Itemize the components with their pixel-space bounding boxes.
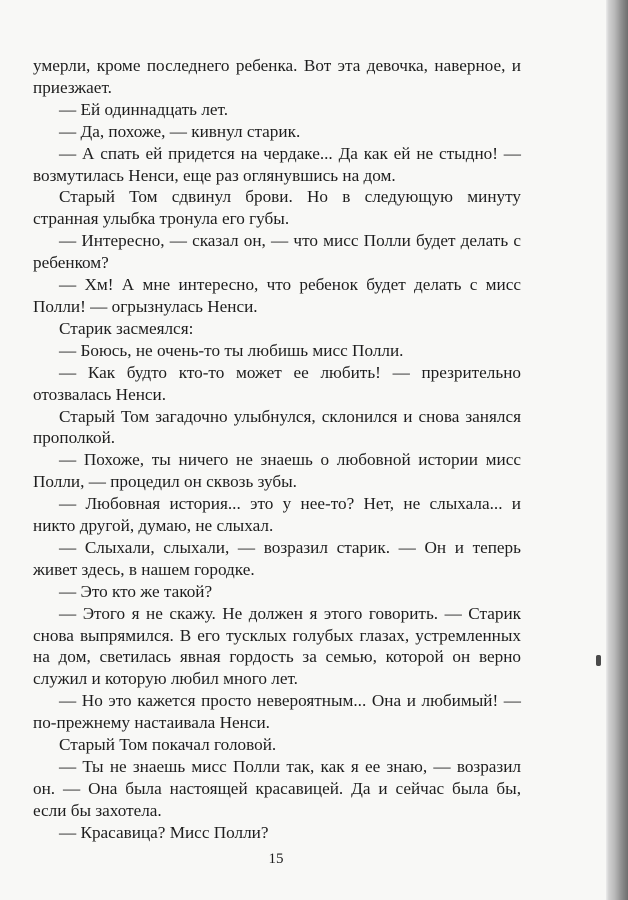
paragraph: — Как будто кто-то может ее любить! — презрительно отозвалась Ненси. <box>33 362 521 404</box>
paragraph: — Ей одиннадцать лет. <box>59 99 229 119</box>
scan-speck <box>596 655 601 666</box>
paragraph: Старый Том сдвинул брови. Но в следующую минуту странная улыбка тронула его губы. <box>33 187 521 229</box>
paragraph: — Любовная история... это у нее-то? Нет, не слыхала... и никто другой, думаю, не слыхал. <box>33 494 521 536</box>
body-text <box>33 55 521 844</box>
paragraph: — А спать ей придется на чердаке... Да как ей не стыдно! — возмутилась Ненси, еще раз оглянувшись на дом. <box>33 143 521 185</box>
paragraph: — Да, похоже, — кивнул старик. <box>59 121 301 141</box>
paragraph: — Боюсь, не очень-то ты любишь мисс Полли. <box>59 340 404 360</box>
paragraph: — Хм! А мне интересно, что ребенок будет делать с мисс Полли! — огрызнулась Ненси. <box>33 275 521 316</box>
paragraph: — Этого я не скажу. Не должен я этого говорить. — Старик снова выпрямился. В его тусклых голубых глазах, устремленных на дом, светилась явная гордость за семью, которой он верно служил и которую любил много лет. <box>33 603 521 689</box>
paragraph: — Интересно, — сказал он, — что мисс Полли будет делать с ребенком? <box>33 231 521 273</box>
paragraph: — Но это кажется просто невероятным... Она и любимый! — по-прежнему настаивала Ненси. <box>33 691 521 733</box>
paragraph: умерли, кроме последнего ребенка. Вот эта девочка, наверное, и приезжает. <box>33 56 521 97</box>
paragraph: — Похоже, ты ничего не знаешь о любовной истории мисс Полли, — процедил он сквозь зубы. <box>33 450 521 492</box>
paragraph: — Ты не знаешь мисс Полли так, как я ее знаю, — возразил он. — Она была настоящей красавицей. Да и сейчас была бы, если бы захотела. <box>33 757 521 820</box>
paragraph: — Красавица? Мисс Полли? <box>59 822 269 842</box>
paragraph: — Слыхали, слыхали, — возразил старик. — Он и теперь живет здесь, в нашем городке. <box>33 537 521 579</box>
page-number: 15 <box>268 851 284 867</box>
page-stack-edge <box>606 0 628 900</box>
paragraph: Старый Том загадочно улыбнулся, склонился и снова занялся прополкой. <box>33 406 521 448</box>
paragraph: Старый Том покачал головой. <box>59 735 277 755</box>
paragraph: — Это кто же такой? <box>59 581 213 601</box>
paragraph: Старик засмеялся: <box>59 318 194 338</box>
